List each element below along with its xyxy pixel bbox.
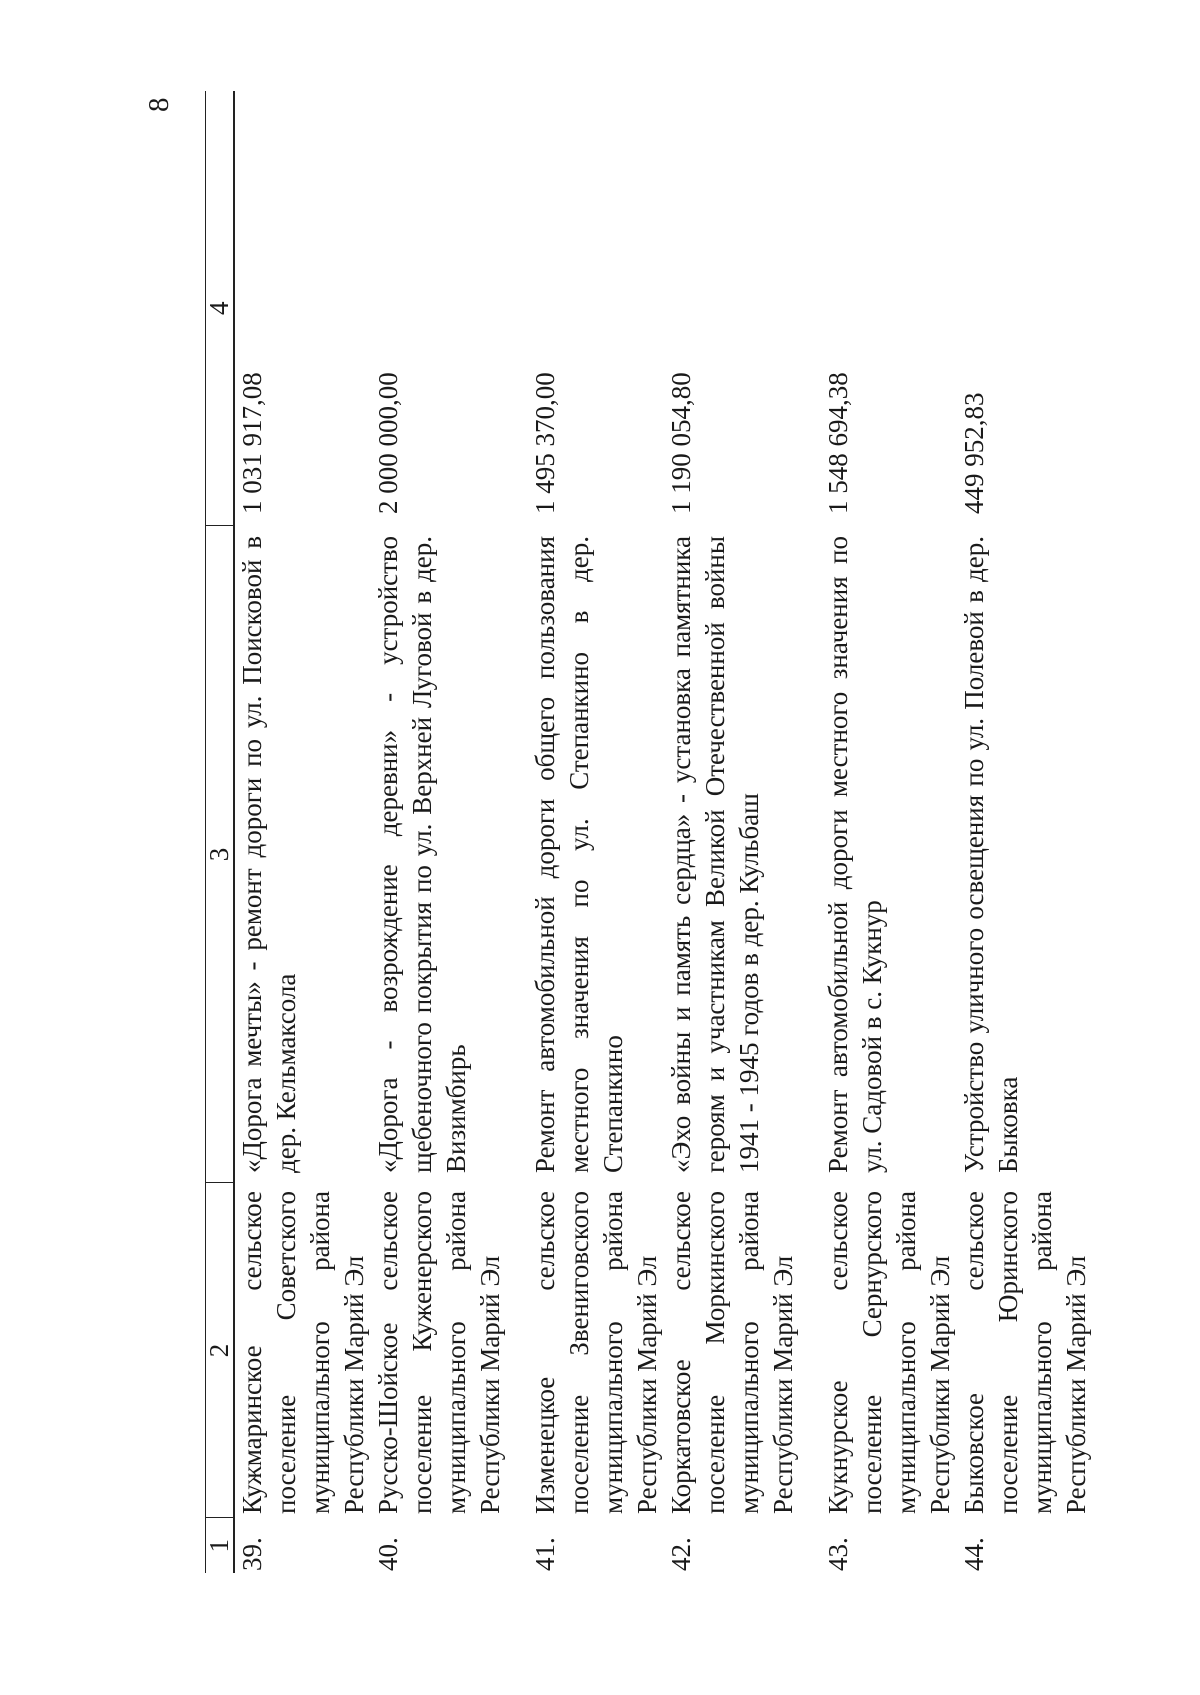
grant-amount: 1 548 694,38 (823, 372, 853, 514)
project-description: Ремонт автомобильной дороги местного значения по ул. Садовой в с. Кукнур (823, 536, 887, 1173)
project-description: «Эхо войны и память сердца» - установка памятника героям и участникам Великой Отечественной войны 1941 - 1945 годов в дер. Кульбаш (666, 536, 764, 1173)
column-header-4: 4 (206, 91, 235, 526)
municipality-name: Быковское сельское поселение Юринского муниципального района Республики Марий Эл (959, 1191, 1091, 1514)
projects-table (205, 91, 1093, 1573)
column-header-3: 3 (206, 526, 235, 1183)
grant-amount: 2 000 000,00 (373, 372, 403, 514)
page-number: 8 (143, 97, 175, 112)
project-description: «Дорога мечты» - ремонт дороги по ул. Поисковой в дер. Кельмаксола (237, 536, 301, 1173)
table-header-row (206, 91, 235, 1573)
grant-amount: 1 495 370,00 (530, 372, 560, 514)
project-description: «Дорога - возрождение деревни» - устройство щебеночного покрытия по ул. Верхней Луговой в дер. Визимбирь (373, 536, 471, 1173)
project-description: Ремонт автомобильной дороги общего пользования местного значения по ул. Степанкино в дер. Степанкино (530, 536, 628, 1173)
row-number: 41. (530, 1537, 560, 1571)
column-header-2: 2 (206, 1183, 235, 1518)
municipality-name: Русско-Шойское сельское поселение Куженерского муниципального района Республики Марий Эл (373, 1191, 505, 1514)
table-row (664, 91, 821, 1573)
row-number: 40. (373, 1537, 403, 1571)
table-row (528, 91, 664, 1573)
table-row (371, 91, 528, 1573)
table-row (957, 91, 1093, 1573)
municipality-name: Кукнурское сельское поселение Сернурского муниципального района Республики Марий Эл (823, 1191, 955, 1514)
column-header-1: 1 (206, 1518, 235, 1573)
grant-amount: 449 952,83 (959, 392, 989, 514)
row-number: 42. (666, 1537, 696, 1571)
municipality-name: Кужмаринское сельское поселение Советского муниципального района Республики Марий Эл (237, 1191, 369, 1514)
grant-amount: 1 031 917,08 (237, 372, 267, 514)
row-number: 39. (237, 1537, 267, 1571)
table-row (821, 91, 957, 1573)
municipality-name: Коркатовское сельское поселение Моркинского муниципального района Республики Марий Эл (666, 1191, 798, 1514)
grant-amount: 1 190 054,80 (666, 372, 696, 514)
row-number: 43. (823, 1537, 853, 1571)
row-number: 44. (959, 1537, 989, 1571)
municipality-name: Изменецкое сельское поселение Звениговского муниципального района Республики Марий Эл (530, 1191, 662, 1514)
table-row (234, 91, 371, 1573)
project-description: Устройство уличного освещения по ул. Полевой в дер. Быковка (959, 536, 1023, 1173)
